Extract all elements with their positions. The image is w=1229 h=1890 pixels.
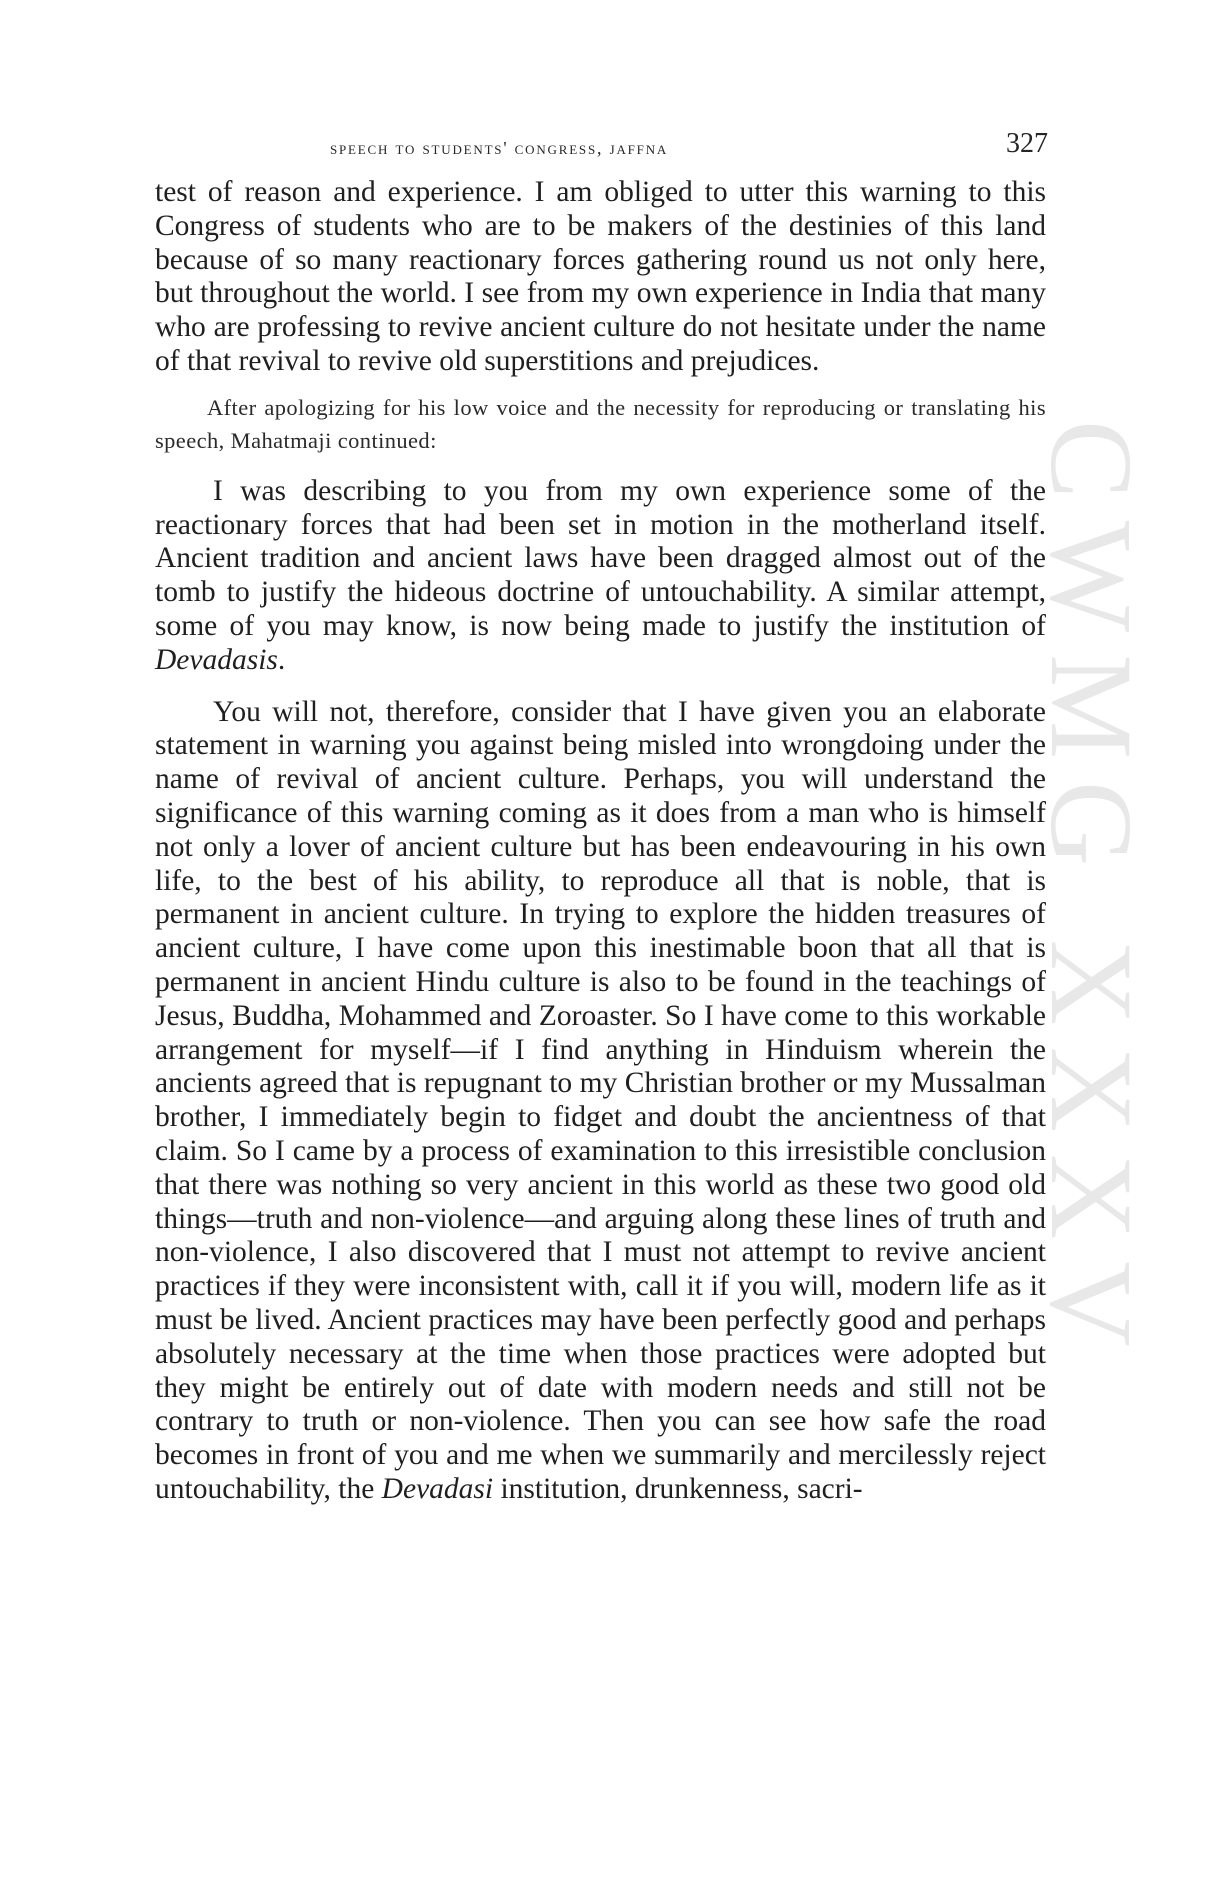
page-number: 327 [1006, 128, 1048, 159]
italic-term: Devadasi [381, 1472, 494, 1505]
body-text [155, 176, 1046, 1507]
running-head [155, 128, 1048, 168]
watermark: CWMG XXXV [1026, 420, 1157, 1369]
paragraph-text: You will not, therefore, consider that I have given you an elaborate statement in warning you against being misled into wrongdoing under the name of revival of ancient culture. Perhaps, you will understand the significance of this warning coming as it does from a man who is himself not only a lover of ancient culture but has been endeavouring in his own life, to the best of his ability, to reproduce all that is noble, that is permanent in ancient culture. In trying to explore the hidden treasures of ancient culture, I have come upon this inestimable boon that all that is permanent in ancient Hindu culture is also to be found in the teachings of Jesus, Buddha, Mohammed and Zoroaster. So I have come to this workable arrangement for myself—if I find anything in Hinduism wherein the ancients agreed that is repugnant to my Christian brother or my Mussalman brother, I immediately begin to fidget and doubt the ancientness of that claim. So I came by a process of examination to this irresistible conclusion that there was nothing so very ancient in this world as these two good old things—truth and non-violence—and arguing along these lines of truth and non-violence, I also discovered that I must not attempt to revive ancient practices if they were inconsistent with, call it if you will, modern life as it must be lived. Ancient practices may have been perfectly good and perhaps absolutely necessary at the time when those practices were adopted but they might be entirely out of date with modern needs and still not be contrary to truth or non-violence. Then you can see how safe the road becomes in front of you and me when we summarily and mercilessly reject untouchability, the [155, 695, 1046, 1505]
editorial-note: After apologizing for his low voice and the necessity for reproducing or translating his speech, Mahatmaji continued: [155, 394, 1046, 453]
italic-term: Devadasis [155, 643, 278, 676]
paragraph-reactionary-forces [155, 475, 1046, 678]
paragraph-text: I was describing to you from my own experience some of the reactionary forces that had been set in motion in the motherland itself. Ancient tradition and ancient laws have been dragged almost out of the tomb to justify the hideous doctrine of untouchability. A similar attempt, some of you may know, is now being made to justify the institution of [155, 474, 1046, 642]
paragraph-ancient-culture [155, 696, 1046, 1507]
paragraph-text-end: . [277, 643, 286, 676]
running-title: speech to students' congress, jaffna [330, 138, 669, 158]
paragraph-text-end: institution, drunkenness, sacri- [493, 1472, 863, 1505]
paragraph-continued: test of reason and experience. I am obliged to utter this warning to this Congress of students who are to be makers of the destinies of this land because of so many reactionary forces gathering round us not only here, but throughout the world. I see from my own experience in India that many who are professing to revive ancient culture do not hesitate under the name of that revival to revive old superstitions and prejudices. [155, 176, 1046, 377]
